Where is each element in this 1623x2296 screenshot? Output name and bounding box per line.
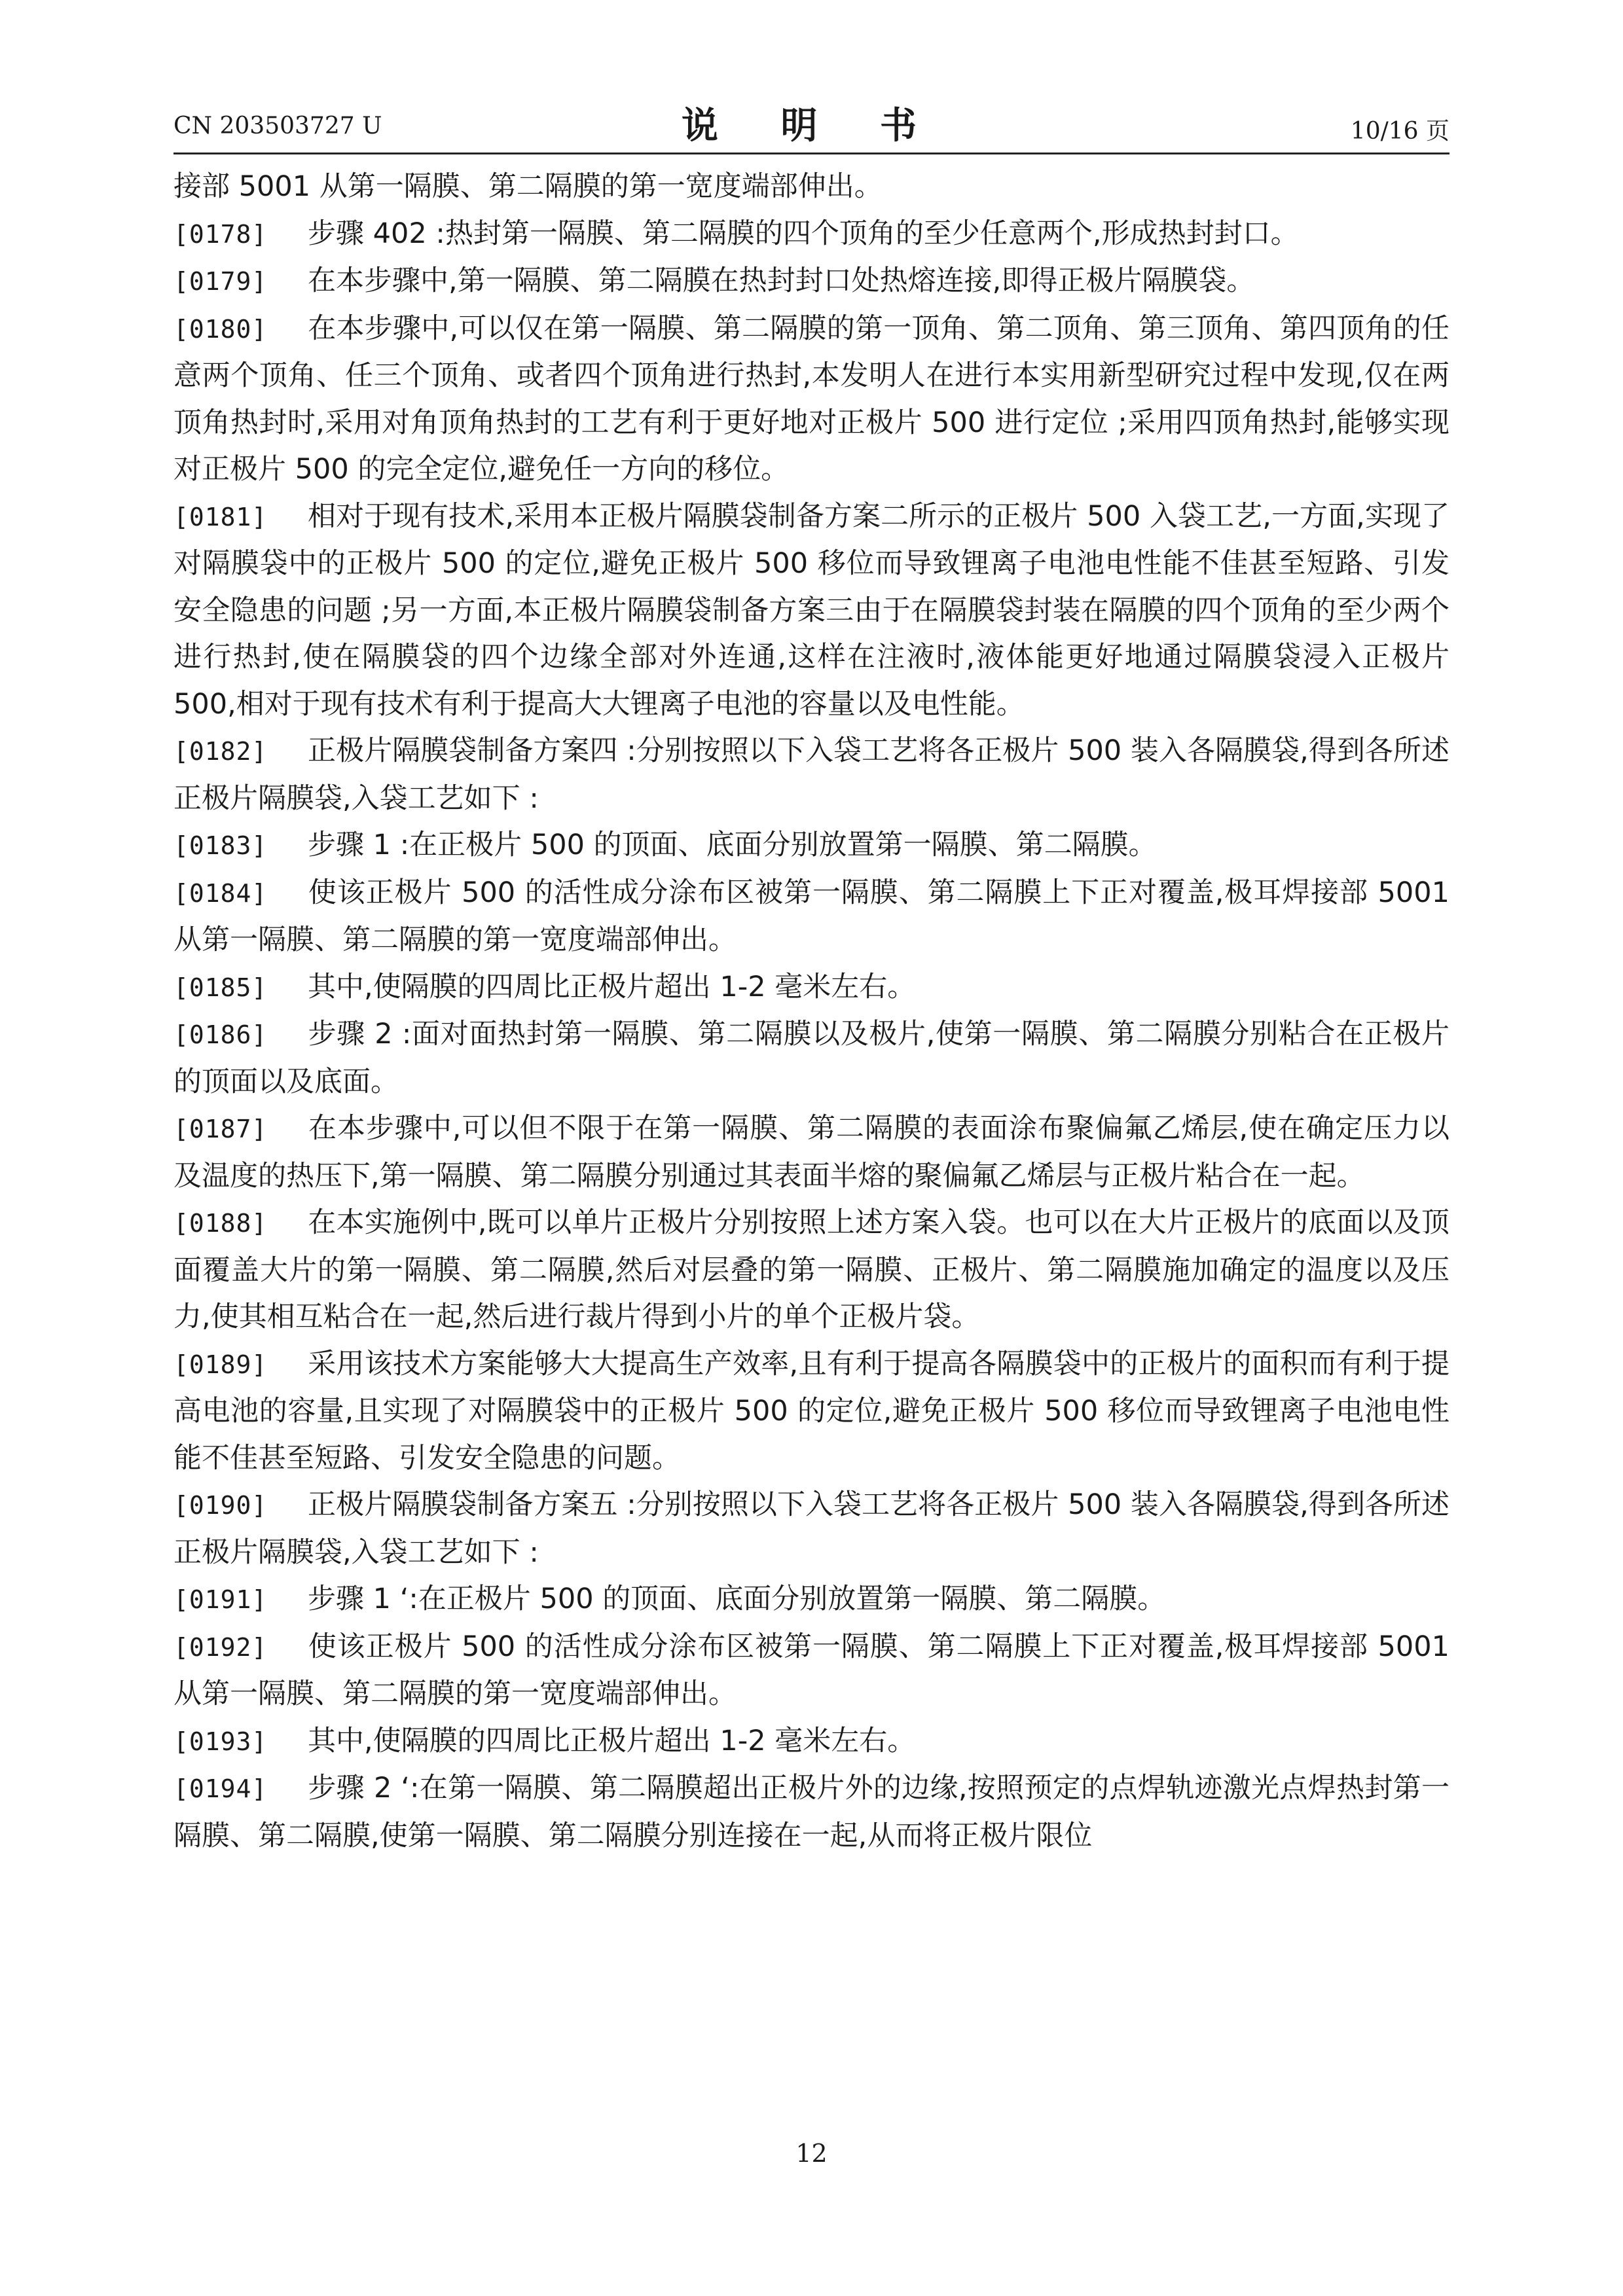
paragraph-number: [0190] — [173, 1491, 268, 1520]
paragraph — [173, 1482, 1450, 1576]
paragraph — [173, 964, 1450, 1012]
paragraph-text: 步骤 1 :在正极片 500 的顶面、底面分别放置第一隔膜、第二隔膜。 — [308, 829, 1157, 861]
paragraph-number: [0180] — [173, 314, 268, 344]
paragraph — [173, 1105, 1450, 1200]
paragraph-number: [0187] — [173, 1115, 268, 1143]
paragraph — [173, 1341, 1450, 1482]
paragraph-text: 步骤 402 :热封第一隔膜、第二隔膜的四个顶角的至少任意两个,形成热封封口。 — [308, 217, 1299, 250]
paragraph — [173, 258, 1450, 306]
paragraph — [173, 493, 1450, 728]
paragraph — [173, 822, 1450, 870]
paragraph-number: [0185] — [173, 973, 268, 1002]
paragraph — [173, 728, 1450, 822]
paragraph-text: 使该正极片 500 的活性成分涂布区被第一隔膜、第二隔膜上下正对覆盖,极耳焊接部 5001 从第一隔膜、第二隔膜的第一宽度端部伸出。 — [173, 876, 1450, 956]
paragraph-number: [0178] — [173, 219, 268, 249]
paragraph — [173, 870, 1450, 964]
paragraph-text: 在本实施例中,既可以单片正极片分别按照上述方案入袋。也可以在大片正极片的底面以及顶面覆盖大片的第一隔膜、第二隔膜,然后对层叠的第一隔膜、正极片、第二隔膜施加确定的温度以及压力,使其相互粘合在一起,然后进行裁片得到小片的单个正极片袋。 — [173, 1206, 1450, 1333]
paragraph-number: [0191] — [173, 1585, 268, 1614]
document-body — [173, 164, 1450, 1859]
paragraph — [173, 1011, 1450, 1105]
page-header — [173, 97, 1450, 156]
paragraph-text: 相对于现有技术,采用本正极片隔膜袋制备方案二所示的正极片 500 入袋工艺,一方面,实现了对隔膜袋中的正极片 500 的定位,避免正极片 500 移位而导致锂离子电池电性能不佳甚至短路、引发安全隐患的问题 ;另一方面,本正极片隔膜袋制备方案三由于在隔膜袋封装在隔膜的四个顶角的至少两个进行热封,使在隔膜袋的四个边缘全部对外连通,这样在注液时,液体能更好地通过隔膜袋浸入正极片 500,相对于现有技术有利于提高大大锂离子电池的容量以及电性能。 — [173, 499, 1450, 721]
paragraph-text: 其中,使隔膜的四周比正极片超出 1-2 毫米左右。 — [308, 970, 916, 1003]
paragraph-text: 在本步骤中,第一隔膜、第二隔膜在热封封口处热熔连接,即得正极片隔膜袋。 — [308, 264, 1255, 297]
paragraph — [173, 1718, 1450, 1766]
paragraph-number: [0181] — [173, 502, 268, 531]
header-divider — [173, 152, 1450, 154]
paragraph — [173, 211, 1450, 259]
paragraph-text: 在本步骤中,可以但不限于在第一隔膜、第二隔膜的表面涂布聚偏氟乙烯层,使在确定压力以及温度的热压下,第一隔膜、第二隔膜分别通过其表面半熔的聚偏氟乙烯层与正极片粘合在一起。 — [173, 1112, 1450, 1193]
paragraph-number: [0179] — [173, 267, 268, 296]
paragraph-number: [0184] — [173, 878, 268, 908]
paragraph-text: 采用该技术方案能够大大提高生产效率,且有利于提高各隔膜袋中的正极片的面积而有利于提高电池的容量,且实现了对隔膜袋中的正极片 500 的定位,避免正极片 500 移位而导致锂离子电池电性能不佳甚至短路、引发安全隐患的问题。 — [173, 1347, 1450, 1475]
paragraph — [173, 1624, 1450, 1718]
paragraph-number: [0194] — [173, 1774, 268, 1803]
paragraph-number: [0193] — [173, 1727, 268, 1756]
paragraph-number: [0192] — [173, 1632, 268, 1662]
paragraph — [173, 1765, 1450, 1859]
paragraph — [173, 306, 1450, 493]
paragraph-number: [0188] — [173, 1209, 268, 1238]
page-number: 12 — [795, 2139, 828, 2168]
paragraph-number: [0189] — [173, 1350, 268, 1379]
paragraph-text: 步骤 2 :面对面热封第一隔膜、第二隔膜以及极片,使第一隔膜、第二隔膜分别粘合在正极片的顶面以及底面。 — [173, 1018, 1450, 1098]
paragraph-text: 步骤 2 ‘:在第一隔膜、第二隔膜超出正极片外的边缘,按照预定的点焊轨迹激光点焊热封第一隔膜、第二隔膜,使第一隔膜、第二隔膜分别连接在一起,从而将正极片限位 — [173, 1772, 1450, 1852]
patent-number: CN 203503727 U — [173, 113, 382, 139]
paragraph-text: 使该正极片 500 的活性成分涂布区被第一隔膜、第二隔膜上下正对覆盖,极耳焊接部 5001 从第一隔膜、第二隔膜的第一宽度端部伸出。 — [173, 1630, 1450, 1710]
paragraph-text: 正极片隔膜袋制备方案四 :分别按照以下入袋工艺将各正极片 500 装入各隔膜袋,得到各所述正极片隔膜袋,入袋工艺如下 : — [173, 734, 1450, 815]
paragraph-text: 其中,使隔膜的四周比正极片超出 1-2 毫米左右。 — [308, 1724, 916, 1757]
paragraph — [173, 1576, 1450, 1624]
paragraph-text: 正极片隔膜袋制备方案五 :分别按照以下入袋工艺将各正极片 500 装入各隔膜袋,得到各所述正极片隔膜袋,入袋工艺如下 : — [173, 1488, 1450, 1569]
paragraph-number: [0183] — [173, 831, 268, 860]
paragraph-number: [0186] — [173, 1020, 268, 1049]
paragraph-text: 在本步骤中,可以仅在第一隔膜、第二隔膜的第一顶角、第二顶角、第三顶角、第四顶角的任意两个顶角、任三个顶角、或者四个顶角进行热封,本发明人在进行本实用新型研究过程中发现,仅在两顶角热封时,采用对角顶角热封的工艺有利于更好地对正极片 500 进行定位 ;采用四顶角热封,能够实现对正极片 500 的完全定位,避免任一方向的移位。 — [173, 312, 1450, 486]
document-title: 说 明 书 — [682, 105, 941, 147]
paragraph — [173, 1200, 1450, 1341]
paragraph-number: [0182] — [173, 737, 268, 766]
continued-paragraph: 接部 5001 从第一隔膜、第二隔膜的第一宽度端部伸出。 — [173, 170, 883, 203]
paragraph-list — [173, 211, 1450, 1860]
paragraph-text: 步骤 1 ‘:在正极片 500 的顶面、底面分别放置第一隔膜、第二隔膜。 — [308, 1583, 1166, 1615]
page-indicator: 10/16 页 — [1350, 118, 1450, 145]
